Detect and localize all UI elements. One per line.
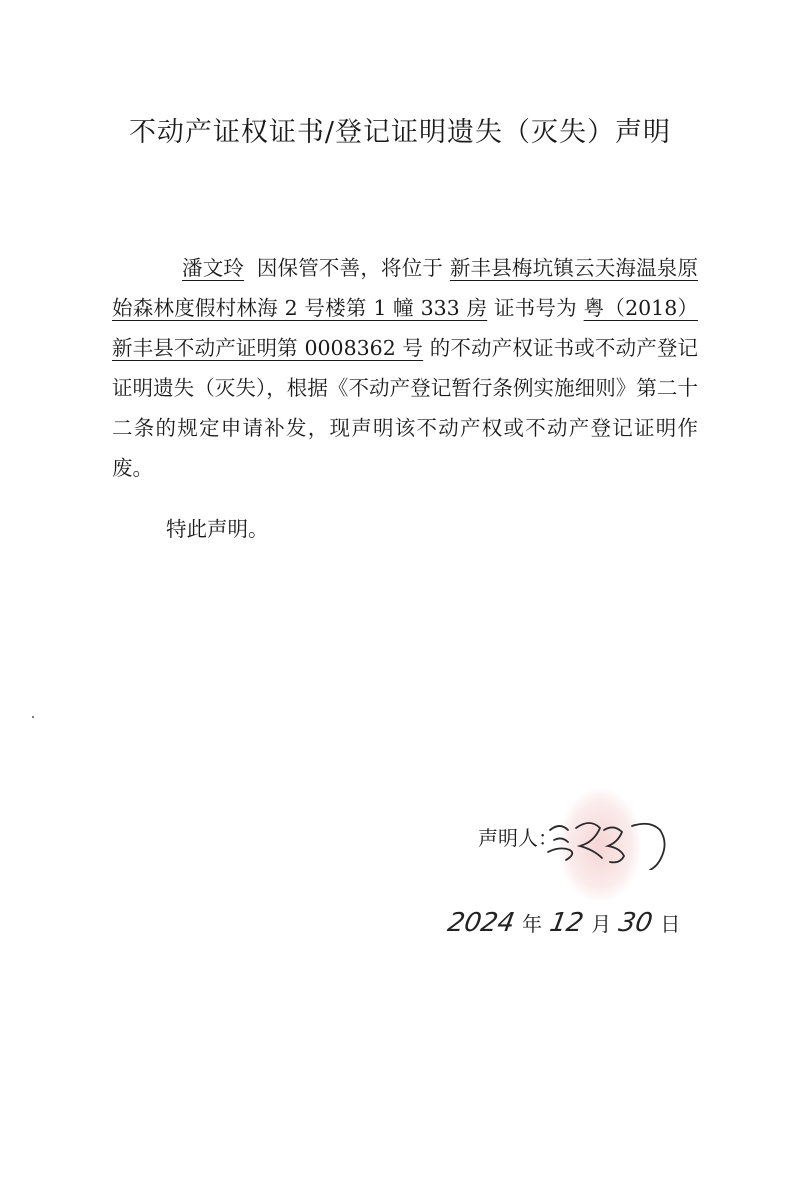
date-month: 12 [547,908,586,938]
certificate-number: 粤（2018）新丰县不动产证明第 0008362 号 [112,296,698,360]
date-year-unit: 年 [522,912,543,936]
body-segment-3: 的不动产权证书或不动产登记证明遗失（灭失），根据《不动产登记暂行条例实施细则》第二十二条的规定申请补发，现声明该不动产权或不动产登记证明作废。 [112,336,699,480]
declarant-label: 声明人： [478,826,558,850]
date-month-unit: 月 [591,912,612,936]
date-day-unit: 日 [660,912,681,936]
closing-statement: 特此声明。 [166,517,269,541]
declarant-name: 潘文玲 [182,256,245,280]
date-year: 2024 [445,908,517,938]
document-title: 不动产证权证书/登记证明遗失（灭失）声明 [128,117,672,148]
body-segment-1: 因保管不善，将位于 [250,256,450,280]
property-address: 新丰县梅坑镇云天海温泉原始森林度假村林海 2 号楼第 1 幢 333 房 [112,256,699,320]
scan-speck [32,716,34,718]
declaration-body [112,248,698,488]
date-day: 30 [616,908,656,938]
signing-date [445,908,688,948]
body-segment-2: 证书号为 [487,296,584,320]
handwritten-signature [540,800,690,870]
